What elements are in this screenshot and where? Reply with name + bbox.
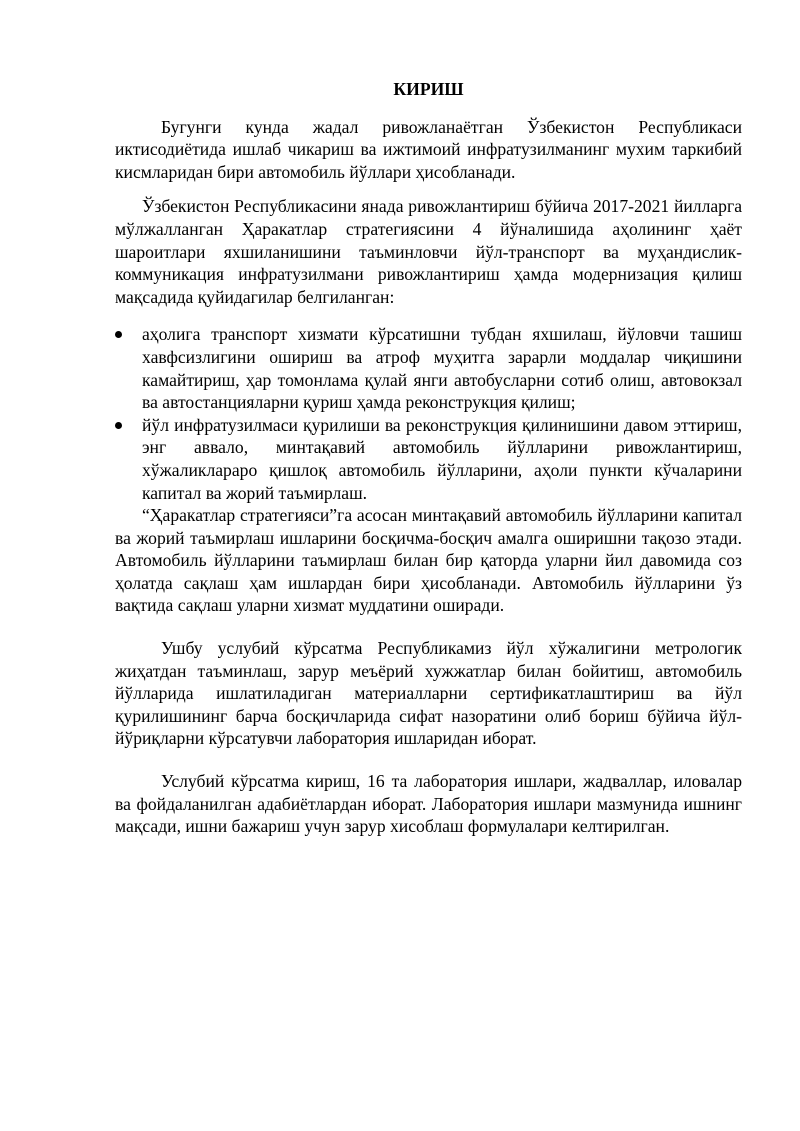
page-title: КИРИШ: [393, 79, 464, 99]
strategy-paragraph: Ўзбекистон Республикасини янада ривожлантириш бўйича 2017-2021 йилларга мўлжалланган Ҳаракатлар стратегиясини 4 йўналишида аҳолининг ҳаёт шароитлари яхшиланишини таъминловчи йўл-транспорт ва муҳандислик-коммуникация инфратузилмани ривожлантириш ҳамда модернизация қилиш мақсадида қуйидагилар белгиланган:: [115, 196, 742, 307]
strategy-followup-paragraph: “Ҳаракатлар стратегияси”га асосан минтақавий автомобиль йўлларини капитал ва жорий таъмирлаш ишларини босқичма-босқич амалга оширишни тақозо этади. Автомобиль йўлларини таъмирлаш билан бир қаторда уларни йил давомида соз ҳолатда сақлаш ҳам ишлардан бири ҳисобланади. Автомобиль йўлларини ўз вақтида сақлаш уларни хизмат муддатини оширади.: [115, 505, 742, 616]
list-item-text: йўл инфратузилмаси қурилиши ва реконструкция қилинишини давом эттириш, энг аввало, минтақавий автомобиль йўлларини ривожлантириш, хўжаликлараро қишлоқ автомобиль йўлларини, аҳоли пункти кўчаларини капитал ва жорий таъмирлаш.: [142, 414, 742, 503]
bullet-list: [115, 323, 742, 504]
document-page: [115, 78, 742, 838]
intro-paragraph: Бугунги кунда жадал ривожланаётган Ўзбекистон Республикаси иктисодиётида ишлаб чикариш ва ижтимоий инфратузилманинг мухим таркибий кисмларидан бири автомобиль йўллари ҳисобланади.: [115, 116, 742, 182]
guide-description-paragraph: Ушбу услубий кўрсатма Республикамиз йўл хўжалигини метрологик жиҳатдан таъминлаш, зарур меъёрий хужжатлар билан бойитиш, автомобиль йўлларида ишлатиладиган материалларни сертификатлаштириш ва йўл қурилишининг барча босқичларида сифат назоратини олиб бориш бўйича йўл-йўриқларни кўрсатувчи лаборатория ишларидан иборат.: [115, 638, 742, 749]
bullet-icon: [115, 422, 122, 429]
guide-structure-paragraph: Услубий кўрсатма кириш, 16 та лаборатория ишлари, жадваллар, иловалар ва фойдаланилган адабиётлардан иборат. Лаборатория ишлари мазмунида ишнинг мақсади, ишни бажариш учун зарур хисоблаш формулалари келтирилган.: [115, 771, 742, 837]
bullet-icon: [115, 331, 122, 338]
list-item: [115, 414, 742, 504]
list-item: [115, 323, 742, 413]
list-item-text: аҳолига транспорт хизмати кўрсатишни тубдан яхшилаш, йўловчи ташиш хавфсизлигини ошириш ва атроф муҳитга зарарли моддалар чиқишини камайтириш, ҳар томонлама қулай янги автобусларни сотиб олиш, автовокзал ва автостанцияларни қуриш ҳамда реконструкция қилиш;: [142, 324, 742, 413]
